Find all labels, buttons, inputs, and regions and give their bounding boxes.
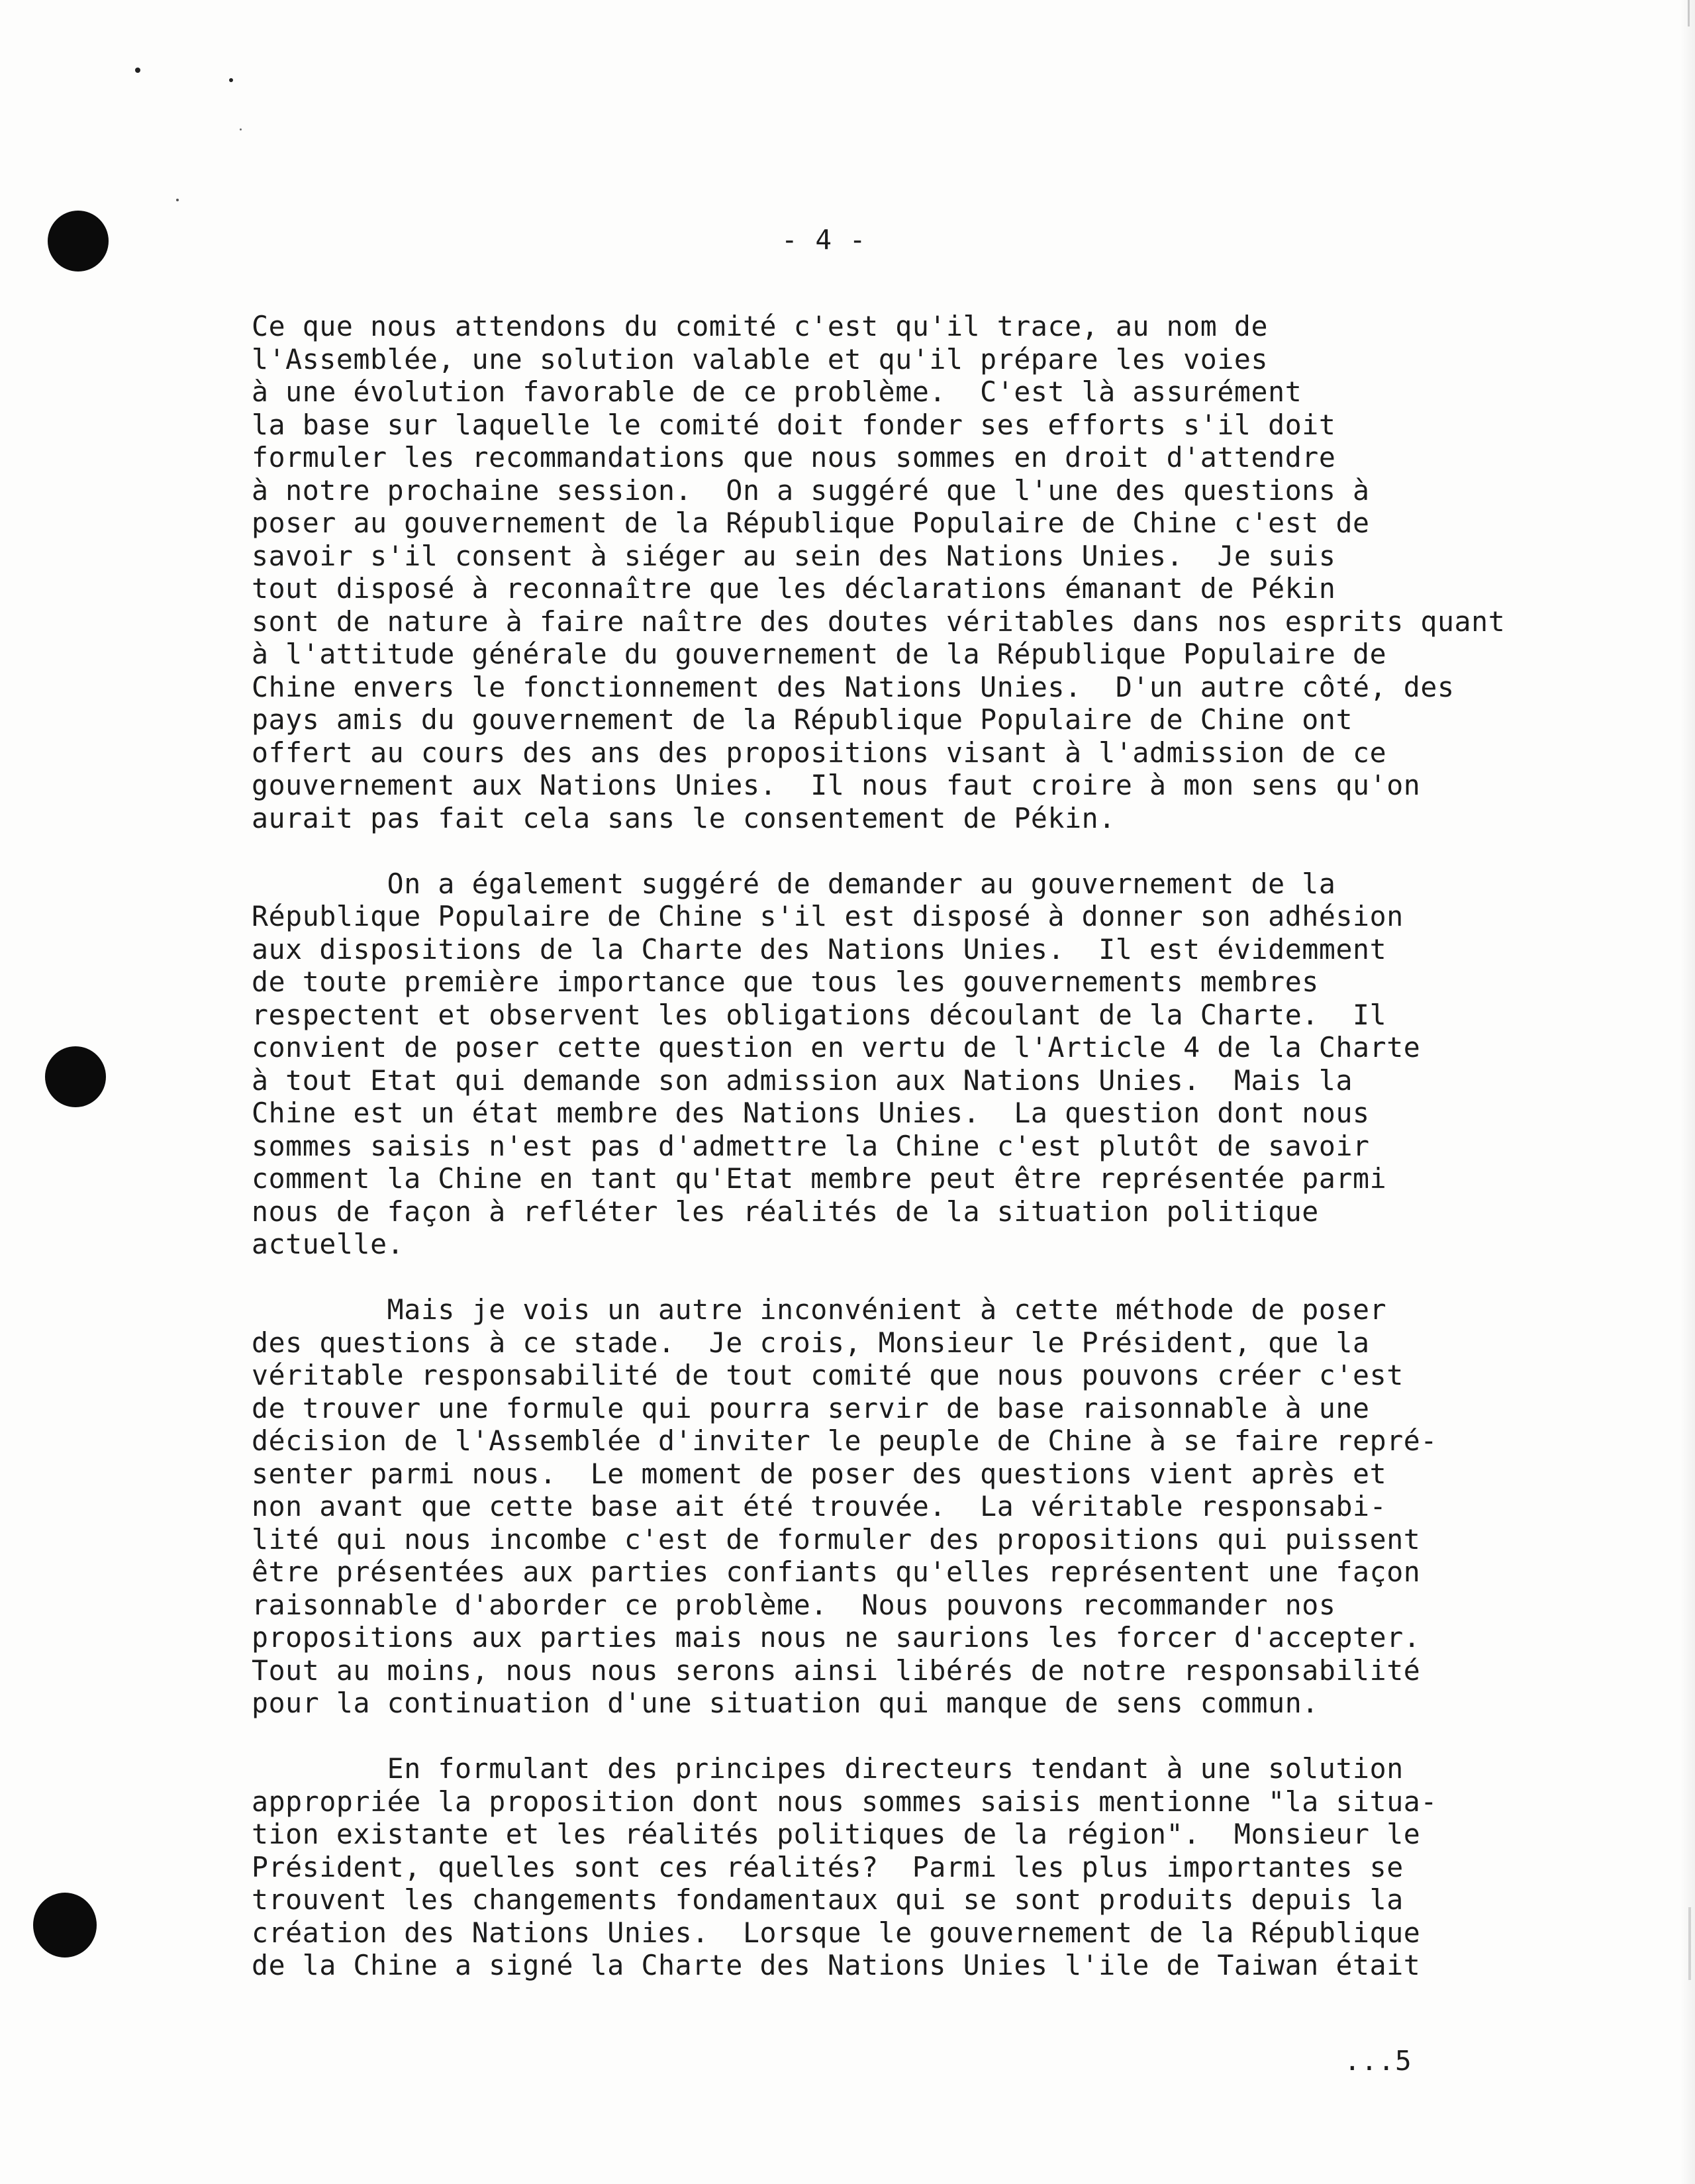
scan-speck bbox=[240, 128, 242, 130]
text-line: lité qui nous incombe c'est de formuler des propositions qui puissent bbox=[252, 1522, 1421, 1556]
text-line: pour la continuation d'une situation qui manque de sens commun. bbox=[252, 1687, 1319, 1719]
text-line: création des Nations Unies. Lorsque le gouvernement de la République bbox=[252, 1916, 1421, 1949]
text-line: aurait pas fait cela sans le consentement de Pékin. bbox=[252, 801, 1116, 834]
page-edge-shadow bbox=[1680, 0, 1695, 2184]
text-line: aux dispositions de la Charte des Nations Unies. Il est évidemment bbox=[252, 932, 1387, 966]
text-line: Chine est un état membre des Nations Unies. La question dont nous bbox=[252, 1097, 1370, 1129]
paragraph-1 bbox=[252, 310, 1506, 834]
text-line: convient de poser cette question en vertu de l'Article 4 de la Charte bbox=[252, 1031, 1421, 1064]
paragraph-3 bbox=[252, 1293, 1496, 1720]
text-line: senter parmi nous. Le moment de poser des questions vient après et bbox=[252, 1457, 1387, 1490]
text-line: trouvent les changements fondamentaux qui se sont produits depuis la bbox=[252, 1883, 1404, 1916]
page-edge-mark bbox=[1688, 0, 1690, 26]
scan-speck bbox=[135, 68, 140, 73]
paragraph-gap bbox=[252, 1720, 1496, 1753]
text-line: Président, quelles sont ces réalités? Parmi les plus importantes se bbox=[252, 1850, 1404, 1883]
text-line: de la Chine a signé la Charte des Nations Unies l'ile de Taiwan était bbox=[252, 1949, 1421, 1981]
paragraph-4 bbox=[252, 1752, 1496, 1982]
punch-hole bbox=[45, 1046, 106, 1107]
continuation-marker: ...5 bbox=[1344, 2045, 1412, 2077]
paragraph-gap bbox=[252, 1261, 1496, 1294]
paragraph-gap bbox=[252, 834, 1496, 868]
text-line: sont de nature à faire naître des doutes véritables dans nos esprits quant bbox=[252, 605, 1506, 638]
text-line: En formulant des principes directeurs tendant à une solution bbox=[252, 1752, 1404, 1785]
text-line: appropriée la proposition dont nous sommes saisis mentionne "la situa- bbox=[252, 1785, 1437, 1818]
text-line: des questions à ce stade. Je crois, Monsieur le Président, que la bbox=[252, 1326, 1370, 1359]
text-line: comment la Chine en tant qu'Etat membre peut être représentée parmi bbox=[252, 1162, 1387, 1195]
text-line: République Populaire de Chine s'il est disposé à donner son adhésion bbox=[252, 900, 1404, 932]
text-line: Mais je vois un autre inconvénient à cette méthode de poser bbox=[252, 1293, 1387, 1326]
text-line: Ce que nous attendons du comité c'est qu'il trace, au nom de bbox=[252, 310, 1269, 342]
text-line: à l'attitude générale du gouvernement de la République Populaire de bbox=[252, 638, 1387, 670]
text-line: véritable responsabilité de tout comité que nous pouvons créer c'est bbox=[252, 1359, 1404, 1391]
text-line: tout disposé à reconnaître que les déclarations émanant de Pékin bbox=[252, 572, 1336, 605]
text-line: l'Assemblée, une solution valable et qu'il prépare les voies bbox=[252, 342, 1269, 375]
text-line: propositions aux parties mais nous ne saurions les forcer d'accepter. bbox=[252, 1621, 1421, 1654]
text-line: décision de l'Assemblée d'inviter le peuple de Chine à se faire repré- bbox=[252, 1424, 1437, 1457]
text-line: de toute première importance que tous les gouvernements membres bbox=[252, 966, 1319, 998]
text-line: On a également suggéré de demander au gouvernement de la bbox=[252, 867, 1336, 900]
paragraph-2 bbox=[252, 868, 1496, 1261]
text-line: raisonnable d'aborder ce problème. Nous pouvons recommander nos bbox=[252, 1588, 1336, 1621]
page-number: - 4 - bbox=[781, 224, 867, 256]
text-line: poser au gouvernement de la République Populaire de Chine c'est de bbox=[252, 507, 1370, 539]
text-line: Tout au moins, nous nous serons ainsi libérés de notre responsabilité bbox=[252, 1654, 1421, 1687]
text-line: actuelle. bbox=[252, 1228, 405, 1260]
text-line: la base sur laquelle le comité doit fonder ses efforts s'il doit bbox=[252, 408, 1336, 441]
document-body bbox=[252, 310, 1506, 1982]
text-line: de trouver une formule qui pourra servir de base raisonnable à une bbox=[252, 1391, 1370, 1424]
text-line: non avant que cette base ait été trouvée. La véritable responsabi- bbox=[252, 1490, 1387, 1522]
text-line: tion existante et les réalités politiques de la région". Monsieur le bbox=[252, 1818, 1421, 1850]
text-line: à une évolution favorable de ce problème. C'est là assurément bbox=[252, 375, 1302, 408]
scan-speck bbox=[176, 199, 179, 201]
text-line: à tout Etat qui demande son admission aux Nations Unies. Mais la bbox=[252, 1064, 1353, 1097]
punch-hole bbox=[48, 211, 109, 272]
text-line: être présentées aux parties confiants qu'elles représentent une façon bbox=[252, 1556, 1421, 1588]
text-line: savoir s'il consent à siéger au sein des Nations Unies. Je suis bbox=[252, 539, 1336, 572]
scan-speck bbox=[229, 78, 233, 82]
text-line: offert au cours des ans des propositions visant à l'admission de ce bbox=[252, 736, 1387, 769]
punch-hole bbox=[33, 1893, 97, 1958]
text-line: sommes saisis n'est pas d'admettre la Chine c'est plutôt de savoir bbox=[252, 1129, 1370, 1162]
text-line: formuler les recommandations que nous sommes en droit d'attendre bbox=[252, 441, 1336, 473]
text-line: respectent et observent les obligations découlant de la Charte. Il bbox=[252, 998, 1387, 1031]
text-line: pays amis du gouvernement de la République Populaire de Chine ont bbox=[252, 703, 1353, 736]
text-line: à notre prochaine session. On a suggéré que l'une des questions à bbox=[252, 473, 1370, 507]
text-line: Chine envers le fonctionnement des Nations Unies. D'un autre côté, des bbox=[252, 670, 1455, 703]
text-line: nous de façon à refléter les réalités de la situation politique bbox=[252, 1195, 1319, 1228]
page-edge-mark bbox=[1688, 1907, 1691, 1980]
text-line: gouvernement aux Nations Unies. Il nous faut croire à mon sens qu'on bbox=[252, 769, 1421, 801]
